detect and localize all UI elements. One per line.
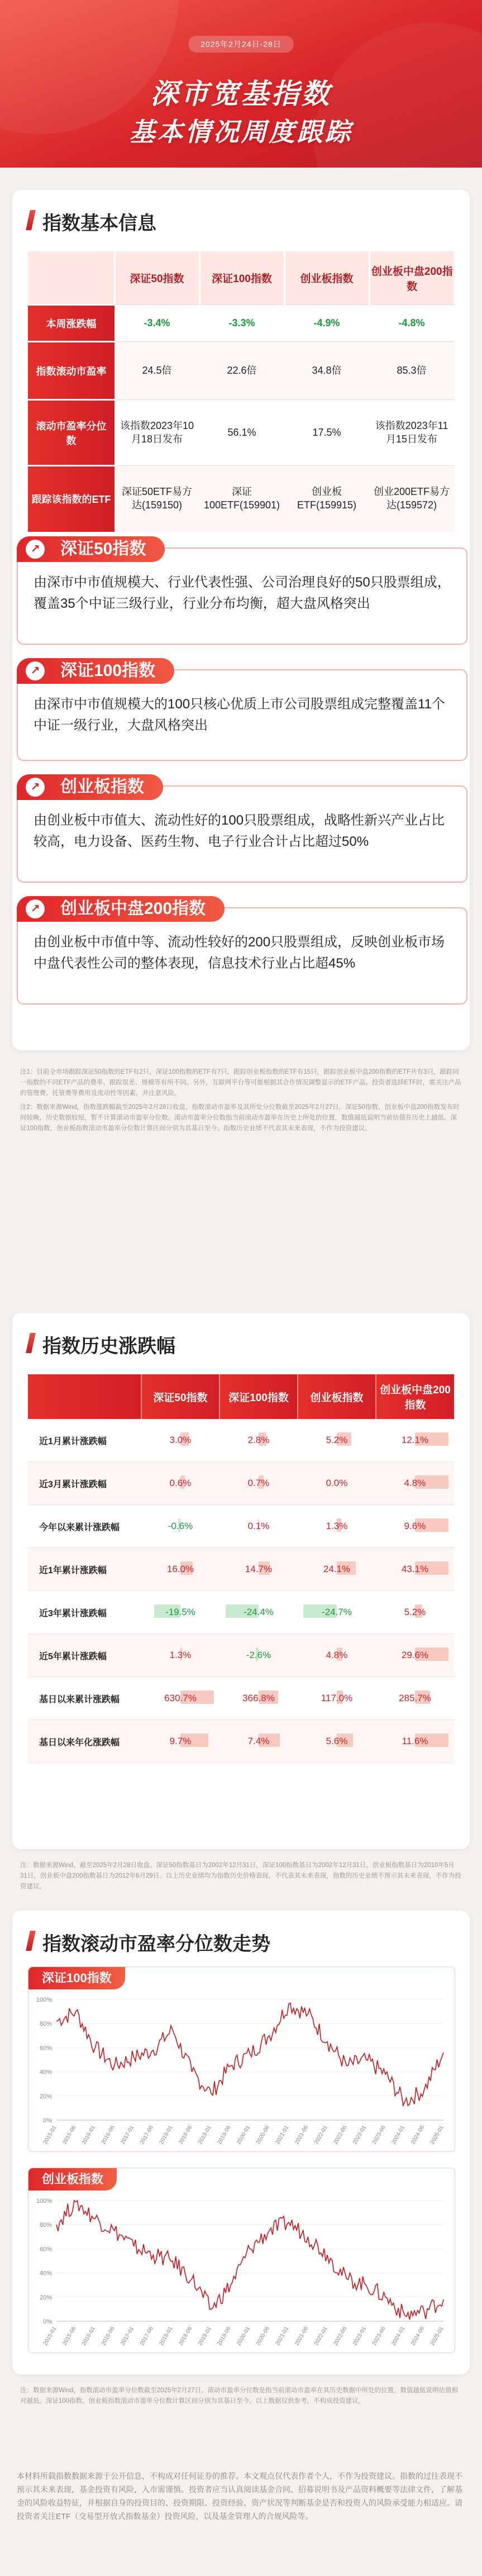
history-cell [376, 1462, 454, 1505]
x-tick-label: 2020-06 [255, 2125, 271, 2146]
history-value: 43.1% [401, 1564, 429, 1574]
history-cell [298, 1548, 376, 1591]
history-row [28, 1677, 454, 1720]
col-header: 创业板中盘200指数 [376, 1374, 454, 1419]
basic-info-table [28, 251, 454, 532]
x-tick-label: 2018-06 [178, 2125, 194, 2146]
history-value: 1.3% [326, 1521, 348, 1531]
history-value: 16.0% [166, 1564, 194, 1574]
weekly-change: -3.3% [228, 317, 255, 328]
history-note: 注：数据来源Wind，截至2025年2月28日收盘。深证50指数基日为2002年12月31日，深证100指数基日为2002年12月31日，创业板指数基日为2010年5月31日，创业板中盘200指数基日为2012年6月29日。以上历史业绩均为指数历史价格表现，不代表其未来表现，指数的历史业绩不预示其未来表现，不作为投资建议。 [20, 1862, 461, 1890]
history-cell [376, 1591, 454, 1634]
section-title: 指数基本信息 [28, 208, 156, 232]
history-row [28, 1419, 454, 1462]
col-header: 深证100指数 [219, 1374, 298, 1419]
history-cell [219, 1720, 298, 1763]
index-desc-text: 由创业板中市值中等、流动性较好的200只股票组成，反映创业板市场中盘代表性公司的整体表现，信息技术行业占比超45% [34, 935, 445, 971]
history-cell [298, 1677, 376, 1720]
x-tick-label: 2022-01 [313, 2326, 329, 2347]
history-value: 14.7% [245, 1564, 273, 1574]
history-cell [219, 1505, 298, 1548]
history-value: 5.6% [326, 1736, 348, 1746]
series-line [56, 2003, 443, 2106]
weekly-change: -3.4% [144, 317, 170, 328]
x-tick-label: 2015-06 [61, 2326, 78, 2347]
history-cell [141, 1548, 219, 1591]
history-value: 117.0% [321, 1693, 353, 1703]
x-tick-label: 2017-01 [120, 2125, 136, 2146]
weekly-change: -4.8% [398, 317, 425, 328]
chart-up-icon: ↗ [26, 661, 45, 680]
chart-title: 创业板指数 [28, 2168, 117, 2191]
x-tick-label: 2021-06 [294, 2125, 310, 2146]
x-tick-label: 2015-06 [61, 2125, 78, 2146]
chart-up-icon: ↗ [26, 778, 45, 797]
x-tick-label: 2016-01 [81, 2326, 97, 2347]
row-label: 跟踪该指数的ETF [28, 466, 114, 532]
history-cell [219, 1548, 298, 1591]
history-cell [376, 1419, 454, 1462]
pe-value: 24.5倍 [114, 342, 199, 400]
index-desc-title: ↗ 创业板指数 [17, 774, 163, 800]
date-range: 2025年2月24日-28日 [188, 36, 294, 53]
pe-percentile: 该指数2023年10月18日发布 [114, 400, 199, 466]
index-desc-box [17, 899, 467, 1004]
note-paragraph: 注2：数据来源Wind，指数涨跌幅截至2025年2月28日收盘，指数滚动市盈率及其所处分位数截至2025年2月27日。深证50指数、创业板中盘200指数发布时间较晚，历史数据较短，暂不计算滚动市盈率分位数。滚动市盈率分位数指当前滚动市盈率在历史上所处的位置，数值越低说明当前估值在历史上越低。深证100指数、创业板指数滚动市盈率分位数计算区间分别为其基日至今。指数历史业绩不代表其未来表现，不作为投资建议。 [20, 1104, 460, 1132]
trend-card [12, 1911, 470, 2374]
col-header: 深证50指数 [141, 1374, 219, 1419]
history-value: 0.6% [169, 1478, 192, 1488]
row-label: 近3月累计涨跌幅 [28, 1462, 141, 1505]
x-tick-label: 2024-06 [410, 2125, 426, 2146]
history-cell [219, 1677, 298, 1720]
x-tick-label: 2019-01 [197, 2326, 213, 2347]
history-value: -0.6% [168, 1521, 193, 1531]
y-tick-label: 0% [43, 2117, 52, 2124]
x-tick-label: 2019-06 [216, 2125, 232, 2146]
pe-value: 85.3倍 [369, 342, 454, 400]
x-tick-label: 2018-01 [158, 2326, 174, 2347]
col-header: 创业板指数 [284, 251, 369, 305]
x-tick-label: 2018-06 [178, 2326, 194, 2347]
row-label: 近3年累计涨跌幅 [28, 1591, 141, 1634]
etf-name[interactable]: 深证100ETF(159901) [203, 486, 280, 511]
x-tick-label: 2017-06 [139, 2326, 155, 2347]
history-value: -24.4% [244, 1607, 274, 1617]
col-header: 深证100指数 [199, 251, 284, 305]
history-cell [219, 1591, 298, 1634]
y-tick-label: 60% [39, 2246, 52, 2253]
x-tick-label: 2021-01 [274, 2125, 290, 2146]
history-cell [141, 1720, 219, 1763]
y-tick-label: 60% [39, 2045, 52, 2052]
history-value: 3.0% [169, 1435, 192, 1445]
row-label: 指数滚动市盈率 [28, 342, 114, 400]
history-table [28, 1374, 454, 1763]
pe-value: 34.8倍 [284, 342, 369, 400]
x-tick-label: 2020-06 [255, 2326, 271, 2347]
pe-percentile-chart [28, 1992, 455, 2148]
x-tick-label: 2020-01 [236, 2125, 252, 2146]
history-cell [219, 1419, 298, 1462]
y-tick-label: 20% [39, 2093, 52, 2100]
y-tick-label: 20% [39, 2294, 52, 2301]
history-value: 9.7% [169, 1736, 192, 1746]
history-value: 24.1% [323, 1564, 351, 1574]
y-tick-label: 40% [39, 2069, 52, 2076]
chart-title: 深证100指数 [28, 1967, 125, 1989]
x-tick-label: 2023-06 [371, 2125, 387, 2146]
weekly-change: -4.9% [313, 317, 340, 328]
x-tick-label: 2017-01 [120, 2326, 136, 2347]
x-tick-label: 2018-01 [158, 2125, 174, 2146]
index-desc-title: ↗ 深证100指数 [17, 658, 174, 684]
row-label: 今年以来累计涨跌幅 [28, 1505, 141, 1548]
history-cell [298, 1419, 376, 1462]
x-tick-label: 2023-06 [371, 2326, 387, 2347]
x-tick-label: 2021-06 [294, 2326, 310, 2347]
x-tick-label: 2024-01 [390, 2125, 407, 2146]
row-label: 本周涨跌幅 [28, 305, 114, 342]
row-label: 滚动市盈率分位数 [28, 400, 114, 466]
x-tick-label: 2016-06 [100, 2125, 116, 2146]
series-line [56, 2201, 443, 2320]
history-cell [141, 1677, 219, 1720]
chart-panel [28, 2168, 455, 2353]
history-cell [376, 1548, 454, 1591]
history-row [28, 1462, 454, 1505]
title-line-1: 深市宽基指数 [150, 78, 332, 109]
history-value: 0.1% [247, 1521, 270, 1531]
disclaimer: 本材料所载指数数据来源于公开信息，不构成对任何证券的推荐。本文观点仅代表作者个人，不作为投资建议。指数的过往表现不预示其未来表现，基金投资有风险，入市需谨慎。投资者应当认真阅读基金合同、招募说明书及产品资料概要等法律文件，了解基金的风险收益特征，并根据自身的投资目的、投资期限、投资经验、资产状况等判断基金是否和投资人的风险承受能力相适应。请投资者关注ETF（交易型开放式指数基金）投资风险，以及基金管理人的合规风险等。 [17, 2472, 462, 2521]
history-cell [298, 1634, 376, 1677]
x-tick-label: 2024-06 [410, 2326, 426, 2347]
x-tick-label: 2024-01 [390, 2326, 407, 2347]
row-label: 基日以来累计涨跌幅 [28, 1677, 141, 1720]
x-tick-label: 2023-01 [352, 2326, 368, 2347]
history-value: 366.8% [242, 1693, 275, 1703]
y-tick-label: 40% [39, 2270, 52, 2277]
history-cell [298, 1462, 376, 1505]
y-tick-label: 80% [39, 2021, 52, 2028]
col-header: 创业板中盘200指数 [369, 251, 454, 305]
index-desc-title: ↗ 深证50指数 [17, 536, 165, 562]
history-cell [376, 1677, 454, 1720]
pe-percentile: 17.5% [284, 400, 369, 466]
x-tick-label: 2016-01 [81, 2125, 97, 2146]
history-value: 0.0% [326, 1478, 348, 1488]
x-tick-label: 2025-01 [429, 2326, 445, 2347]
index-desc-text: 由深市中市值规模大的100只核心优质上市公司股票组成完整覆盖11个中证一级行业，大盘风格突出 [34, 697, 445, 733]
history-value: 11.6% [402, 1736, 428, 1746]
index-desc-box [17, 661, 467, 761]
y-tick-label: 100% [36, 2198, 52, 2204]
history-row [28, 1720, 454, 1763]
history-value: 2.8% [247, 1435, 270, 1445]
header-banner [0, 0, 482, 168]
x-tick-label: 2015-01 [42, 2125, 58, 2146]
row-label: 近1年累计涨跌幅 [28, 1548, 141, 1591]
history-cell [141, 1462, 219, 1505]
notes-1 [20, 1067, 461, 1137]
x-tick-label: 2022-06 [332, 2326, 349, 2347]
index-desc-text: 由深市中市值规模大、行业代表性强、公司治理良好的50只股票组成，覆盖35个中证三级行业，行业分布均衡，超大盘风格突出 [34, 575, 451, 611]
history-card [12, 1313, 470, 1849]
history-value: 9.6% [404, 1521, 426, 1531]
pe-percentile-chart [28, 2193, 455, 2349]
x-tick-label: 2020-01 [236, 2326, 252, 2347]
history-cell [141, 1419, 219, 1462]
history-value: 1.3% [169, 1650, 192, 1660]
col-header: 创业板指数 [298, 1374, 376, 1419]
history-cell [298, 1591, 376, 1634]
x-tick-label: 2021-01 [274, 2326, 290, 2347]
chart-up-icon: ↗ [26, 540, 45, 559]
x-tick-label: 2019-06 [216, 2326, 232, 2347]
pe-percentile: 56.1% [199, 400, 284, 466]
etf-cell[interactable] [369, 466, 454, 532]
row-label: 近1月累计涨跌幅 [28, 1419, 141, 1462]
history-cell [298, 1720, 376, 1763]
basic-info-card [12, 190, 470, 1050]
section-title: 指数滚动市盈率分位数走势 [28, 1929, 270, 1953]
x-tick-label: 2022-06 [332, 2125, 349, 2146]
y-tick-label: 80% [39, 2222, 52, 2229]
index-desc-text: 由创业板中市值大、流动性好的100只股票组成，战略性新兴产业占比较高，电力设备、医药生物、电子行业合计占比超过50% [34, 813, 445, 849]
history-value: 630.7% [164, 1693, 197, 1703]
title-line-2: 基本情况周度跟踪 [129, 117, 353, 146]
history-cell [376, 1634, 454, 1677]
section-title: 指数历史涨跌幅 [28, 1331, 175, 1355]
etf-name[interactable]: 深证50ETF易方达(159150) [121, 486, 193, 511]
history-value: 29.6% [401, 1650, 429, 1660]
history-value: 285.7% [399, 1693, 431, 1703]
x-tick-label: 2025-01 [429, 2125, 445, 2146]
history-value: -2.6% [246, 1650, 271, 1660]
history-row [28, 1591, 454, 1634]
history-value: 12.1% [401, 1435, 429, 1445]
history-cell [376, 1720, 454, 1763]
etf-name[interactable]: 创业板ETF(159915) [297, 486, 357, 511]
history-value: 4.8% [326, 1650, 348, 1660]
y-tick-label: 0% [43, 2318, 52, 2325]
etf-name[interactable]: 创业200ETF易方达(159572) [373, 486, 450, 511]
x-tick-label: 2016-06 [100, 2326, 116, 2347]
history-row [28, 1505, 454, 1548]
history-cell [219, 1462, 298, 1505]
history-value: 5.2% [326, 1435, 348, 1445]
x-tick-label: 2023-01 [352, 2125, 368, 2146]
x-tick-label: 2015-01 [42, 2326, 58, 2347]
index-desc-box [17, 540, 467, 645]
pe-value: 22.6倍 [199, 342, 284, 400]
history-cell [219, 1634, 298, 1677]
row-label: 基日以来年化涨跌幅 [28, 1720, 141, 1763]
etf-cell[interactable] [199, 466, 284, 532]
x-tick-label: 2017-06 [139, 2125, 155, 2146]
index-desc-box [17, 778, 467, 883]
history-value: -19.5% [165, 1607, 195, 1617]
history-cell [141, 1591, 219, 1634]
x-tick-label: 2022-01 [313, 2125, 329, 2146]
etf-cell[interactable] [114, 466, 199, 532]
history-row [28, 1634, 454, 1677]
history-value: 7.4% [247, 1736, 270, 1746]
history-row [28, 1548, 454, 1591]
history-cell [141, 1505, 219, 1548]
index-desc-title: ↗ 创业板中盘200指数 [17, 896, 225, 922]
history-value: -24.7% [322, 1607, 352, 1617]
history-cell [141, 1634, 219, 1677]
pe-percentile: 该指数2023年11月15日发布 [369, 400, 454, 466]
row-label: 近5年累计涨跌幅 [28, 1634, 141, 1677]
x-tick-label: 2019-01 [197, 2125, 213, 2146]
history-cell [298, 1505, 376, 1548]
chart-panel [28, 1966, 455, 2152]
history-cell [376, 1505, 454, 1548]
note-paragraph: 注1：目前全市场跟踪深证50指数的ETF有2只，深证100指数的ETF有7只，跟踪创业板指数的ETF有15只，跟踪创业板中盘200指数的ETF共有3只，跟踪同一指数的不同ETF产品的费率、跟踪误差、规模等有所不同。另外，互联网平台等可能根据其合作情况调整显示的ETF产品。投资者选择ETF时，需关注产品的管理费、托管费等费用及流动性等因素，并注意风险。 [20, 1069, 461, 1097]
etf-cell[interactable] [284, 466, 369, 532]
history-value: 5.2% [404, 1607, 426, 1617]
history-value: 4.8% [404, 1478, 426, 1488]
chart-up-icon: ↗ [26, 899, 45, 918]
trend-note: 注：数据来源Wind，指数滚动市盈率分位数截至2025年2月27日。滚动市盈率分位数是指当前滚动市盈率在其历史数据中所处的位置，数值越低说明估值相对越低。深证100指数、创业板指数滚动市盈率分位数计算区间分别为其基日至今。以上数据仅供参考，不构成投资建议。 [20, 2387, 458, 2404]
y-tick-label: 100% [36, 1997, 52, 2003]
col-header: 深证50指数 [114, 251, 199, 305]
history-value: 0.7% [247, 1478, 270, 1488]
